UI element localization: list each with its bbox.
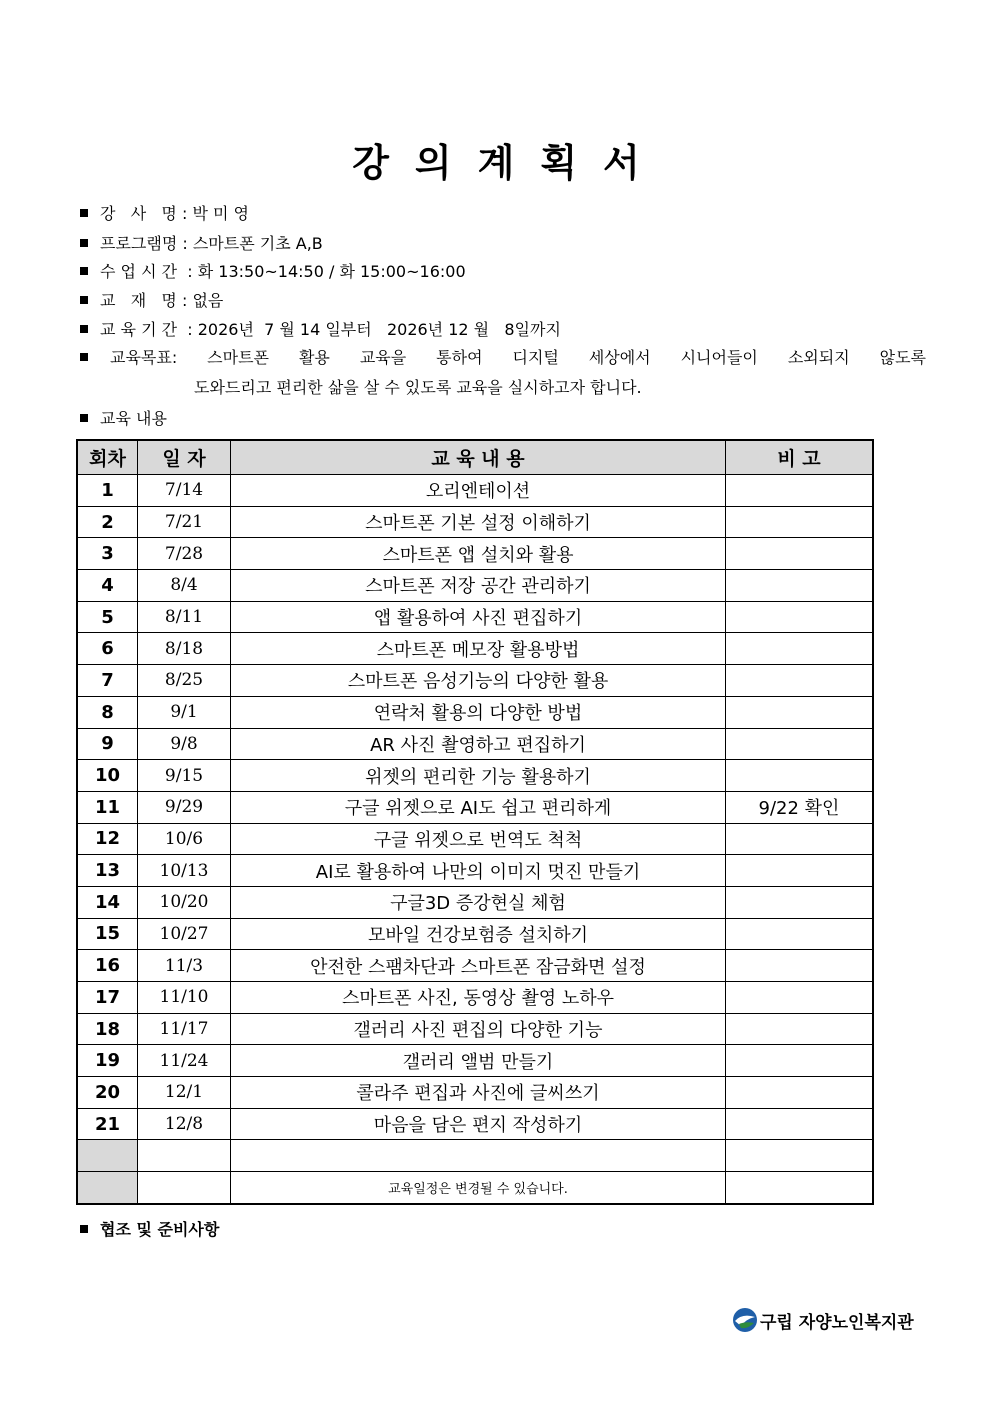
info-instructor: 강 사 명 : 박 미 영	[80, 204, 940, 224]
date-cell: 10/6	[138, 823, 231, 855]
session-cell: 15	[77, 918, 138, 950]
blank-cell	[77, 1140, 138, 1172]
content-cell: 스마트폰 음성기능의 다양한 활용	[231, 665, 726, 697]
goal-word: 교육을	[359, 348, 407, 367]
header-session: 회차	[77, 440, 138, 475]
goal-line2: 도와드리고 편리한 삶을 살 수 있도록 교육을 실시하고자 합니다.	[194, 378, 642, 397]
date-cell: 7/21	[138, 506, 231, 538]
note-cell	[726, 475, 874, 507]
blank-cell	[726, 1140, 874, 1172]
header-content: 교 육 내 용	[231, 440, 726, 475]
content-cell: 갤러리 사진 편집의 다양한 기능	[231, 1013, 726, 1045]
table-row	[77, 538, 873, 570]
bullet-icon	[80, 267, 88, 275]
organization-name: 구립 자양노인복지관	[760, 1312, 914, 1333]
content-cell: 구글3D 증강현실 체험	[231, 886, 726, 918]
date-cell: 12/1	[138, 1077, 231, 1109]
table-row	[77, 570, 873, 602]
organization-emblem-icon	[732, 1307, 758, 1333]
note-cell	[726, 570, 874, 602]
date-cell: 7/14	[138, 475, 231, 507]
date-cell: 9/29	[138, 791, 231, 823]
table-row	[77, 601, 873, 633]
content-cell: 갤러리 앨범 만들기	[231, 1045, 726, 1077]
date-cell: 8/11	[138, 601, 231, 633]
note-cell	[726, 1108, 874, 1140]
goal-word: 세상에서	[588, 348, 651, 367]
note-cell	[726, 823, 874, 855]
info-program: 프로그램명 : 스마트폰 기초 A,B	[80, 234, 940, 254]
table-row	[77, 823, 873, 855]
content-cell: 스마트폰 메모장 활용방법	[231, 633, 726, 665]
note-cell	[726, 886, 874, 918]
table-header-row	[77, 440, 873, 475]
session-cell: 17	[77, 982, 138, 1014]
session-cell: 5	[77, 601, 138, 633]
info-goal	[80, 348, 926, 368]
date-cell: 8/4	[138, 570, 231, 602]
organization-logo	[732, 1307, 914, 1333]
table-row	[77, 1013, 873, 1045]
table-row	[77, 1077, 873, 1109]
content-cell: 구글 위젯으로 AI도 쉽고 편리하게	[231, 791, 726, 823]
table-row	[77, 506, 873, 538]
lecture-plan-table	[76, 439, 874, 1205]
content-cell: 스마트폰 기본 설정 이해하기	[231, 506, 726, 538]
goal-label: 교육목표:	[80, 348, 177, 368]
session-cell: 12	[77, 823, 138, 855]
table-row	[77, 950, 873, 982]
bullet-icon	[80, 414, 88, 422]
bullet-icon	[80, 296, 88, 304]
header-date: 일 자	[138, 440, 231, 475]
goal-word: 활용	[298, 348, 330, 367]
goal-word: 통하여	[436, 348, 483, 367]
table-row	[77, 791, 873, 823]
session-cell: 11	[77, 791, 138, 823]
table-row	[77, 475, 873, 507]
session-cell: 9	[77, 728, 138, 760]
table-row	[77, 1108, 873, 1140]
content-cell: 스마트폰 사진, 동영상 촬영 노하우	[231, 982, 726, 1014]
table-row	[77, 918, 873, 950]
session-cell: 8	[77, 696, 138, 728]
date-cell: 7/28	[138, 538, 231, 570]
note-cell	[726, 665, 874, 697]
note-cell	[726, 633, 874, 665]
bullet-icon	[80, 1225, 88, 1233]
table-row	[77, 855, 873, 887]
bullet-icon	[80, 325, 88, 333]
date-cell: 11/3	[138, 950, 231, 982]
content-cell: 스마트폰 저장 공간 관리하기	[231, 570, 726, 602]
goal-word: 않도록	[879, 348, 926, 367]
date-cell: 8/25	[138, 665, 231, 697]
info-textbook: 교 재 명 : 없음	[80, 291, 940, 311]
session-cell: 16	[77, 950, 138, 982]
content-cell: 오리엔테이션	[231, 475, 726, 507]
header-note: 비 고	[726, 440, 874, 475]
bullet-icon	[80, 239, 88, 247]
goal-word: 스마트폰	[207, 348, 269, 367]
goal-word: 디지털	[512, 348, 559, 367]
content-cell: 연락처 활용의 다양한 방법	[231, 696, 726, 728]
session-cell: 10	[77, 760, 138, 792]
session-cell: 7	[77, 665, 138, 697]
table-row-blank	[77, 1140, 873, 1172]
date-cell: 8/18	[138, 633, 231, 665]
note-cell	[726, 728, 874, 760]
content-cell: 스마트폰 앱 설치와 활용	[231, 538, 726, 570]
info-cooperation: 협조 및 준비사항	[80, 1220, 940, 1240]
note-cell	[726, 1045, 874, 1077]
date-cell: 12/8	[138, 1108, 231, 1140]
session-cell: 18	[77, 1013, 138, 1045]
table-row	[77, 760, 873, 792]
session-cell: 14	[77, 886, 138, 918]
blank-cell	[77, 1172, 138, 1204]
note-cell	[726, 855, 874, 887]
content-cell: AR 사진 촬영하고 편집하기	[231, 728, 726, 760]
table-row	[77, 886, 873, 918]
date-cell: 10/27	[138, 918, 231, 950]
note-cell	[726, 696, 874, 728]
date-cell: 11/17	[138, 1013, 231, 1045]
content-cell: AI로 활용하여 나만의 이미지 멋진 만들기	[231, 855, 726, 887]
date-cell: 10/13	[138, 855, 231, 887]
note-cell	[726, 601, 874, 633]
table-row	[77, 633, 873, 665]
content-cell: 위젯의 편리한 기능 활용하기	[231, 760, 726, 792]
blank-cell	[138, 1172, 231, 1204]
note-cell	[726, 1077, 874, 1109]
date-cell: 11/24	[138, 1045, 231, 1077]
page-title: 강의계획서	[352, 141, 666, 185]
session-cell: 4	[77, 570, 138, 602]
table-row	[77, 728, 873, 760]
date-cell: 9/15	[138, 760, 231, 792]
date-cell: 9/8	[138, 728, 231, 760]
note-cell	[726, 918, 874, 950]
session-cell: 2	[77, 506, 138, 538]
session-cell: 21	[77, 1108, 138, 1140]
table-row-blank	[77, 1172, 873, 1204]
schedule-note: 교육일정은 변경될 수 있습니다.	[231, 1172, 726, 1204]
info-content-heading: 교육 내용	[80, 409, 940, 429]
content-cell: 안전한 스팸차단과 스마트폰 잠금화면 설정	[231, 950, 726, 982]
table-row	[77, 982, 873, 1014]
blank-cell	[726, 1172, 874, 1204]
note-cell	[726, 760, 874, 792]
session-cell: 19	[77, 1045, 138, 1077]
table-row	[77, 1045, 873, 1077]
table-row	[77, 665, 873, 697]
bullet-icon	[80, 209, 88, 217]
blank-cell	[138, 1140, 231, 1172]
session-cell: 3	[77, 538, 138, 570]
note-cell: 9/22 확인	[726, 791, 874, 823]
table-row	[77, 696, 873, 728]
note-cell	[726, 950, 874, 982]
note-cell	[726, 506, 874, 538]
goal-word: 소외되지	[787, 348, 850, 367]
content-cell: 모바일 건강보험증 설치하기	[231, 918, 726, 950]
note-cell	[726, 982, 874, 1014]
note-cell	[726, 538, 874, 570]
date-cell: 9/1	[138, 696, 231, 728]
content-cell: 앱 활용하여 사진 편집하기	[231, 601, 726, 633]
date-cell: 10/20	[138, 886, 231, 918]
session-cell: 20	[77, 1077, 138, 1109]
date-cell: 11/10	[138, 982, 231, 1014]
content-cell: 마음을 담은 편지 작성하기	[231, 1108, 726, 1140]
note-cell	[726, 1013, 874, 1045]
info-period: 교 육 기 간 : 2026년 7 월 14 일부터 2026년 12 월 8일까지	[80, 320, 940, 340]
goal-word: 시니어들이	[680, 348, 758, 367]
session-cell: 6	[77, 633, 138, 665]
bullet-icon	[80, 353, 88, 361]
content-cell: 구글 위젯으로 번역도 척척	[231, 823, 726, 855]
session-cell: 13	[77, 855, 138, 887]
info-class-time: 수 업 시 간 : 화 13:50~14:50 / 화 15:00~16:00	[80, 262, 940, 282]
session-cell: 1	[77, 475, 138, 507]
table-body	[77, 475, 873, 1204]
content-cell: 콜라주 편집과 사진에 글씨쓰기	[231, 1077, 726, 1109]
blank-cell	[231, 1140, 726, 1172]
